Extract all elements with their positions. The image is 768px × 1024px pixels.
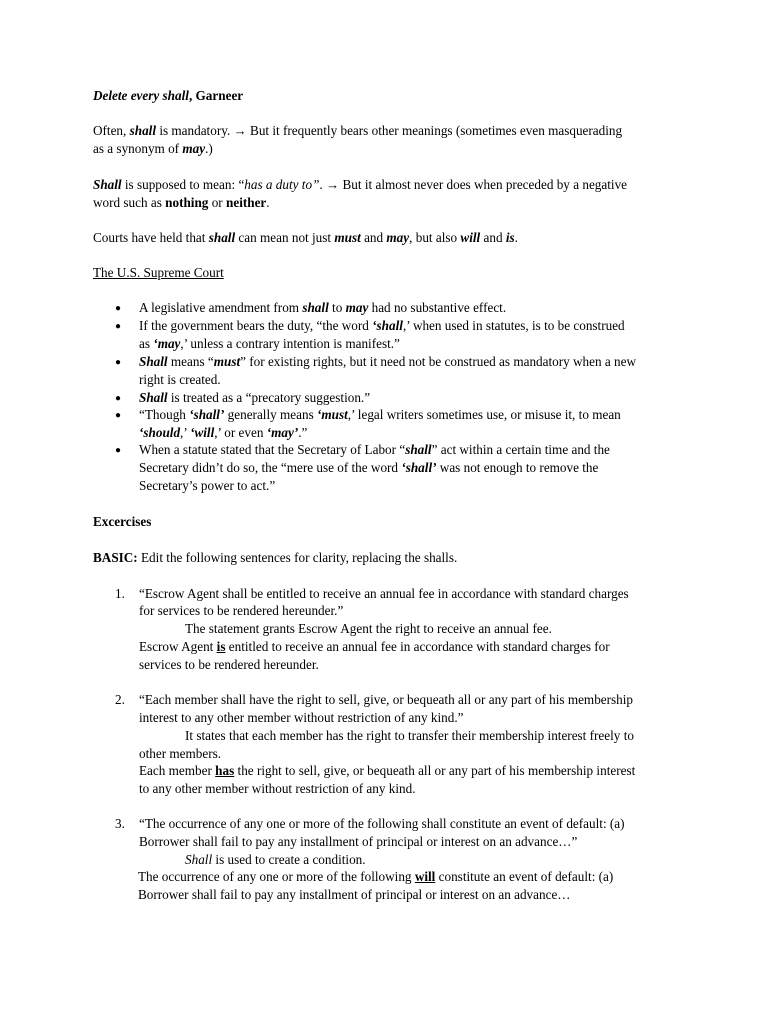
text: was not enough to remove the [436, 460, 599, 475]
text: .) [205, 141, 213, 156]
item-1-revision-line1 [139, 638, 610, 656]
text: ,’ legal writers sometimes use, or misuse it, to mean [347, 407, 621, 422]
item-1-revision-line2: services to be rendered hereunder. [139, 657, 319, 672]
text: Escrow Agent [139, 639, 217, 654]
text-bold: nothing [165, 195, 209, 210]
text-italic: Shall [185, 852, 213, 867]
text-bold-underline: has [215, 763, 235, 778]
text: ,’ unless a contrary intention is manifest.” [180, 336, 400, 351]
bullet-item-1 [139, 299, 506, 317]
bullet-item-3-line2: right is created. [139, 372, 221, 387]
bullet-item-2-line2 [139, 335, 400, 353]
item-3-quote-line2: Borrower shall fail to pay any installment of principal or interest on an advance…” [139, 834, 578, 849]
title-main: Delete every shall [93, 88, 189, 103]
text: had no substantive effect. [368, 300, 507, 315]
text: constitute an event of default: (a) [435, 869, 614, 884]
text: word such as [93, 195, 166, 210]
bullet-item-3-line1 [139, 353, 636, 371]
text: is used to create a condition. [212, 852, 366, 867]
text: Courts have held that [93, 230, 209, 245]
text: Often, [93, 123, 130, 138]
text: can mean not just [235, 230, 335, 245]
item-3-note [185, 851, 366, 869]
text-emph: shall [208, 230, 236, 245]
basic-label: BASIC: [93, 550, 138, 565]
text: the right to sell, give, or bequeath all or any part of his membership interest [234, 763, 636, 778]
item-1-quote-line2: for services to be rendered hereunder.” [139, 603, 344, 618]
item-3-revision-line1 [138, 868, 613, 886]
text: is supposed to mean: “ [121, 177, 245, 192]
intro-p1-line1 [93, 122, 622, 140]
text-emph: will [460, 230, 481, 245]
text-emph: is [505, 230, 515, 245]
text-bold: neither [226, 195, 267, 210]
text: ,’ or even [214, 425, 267, 440]
text-emph: may [345, 300, 369, 315]
text: as a synonym of [93, 141, 183, 156]
item-2-quote-line2: interest to any other member without restriction of any kind.” [139, 710, 464, 725]
bullet-glyph: ● [115, 445, 122, 456]
text: ” for existing rights, but it need not be construed as mandatory when a new [240, 354, 637, 369]
text: and [480, 230, 506, 245]
text-emph: must [213, 354, 241, 369]
item-3-quote-line1: “The occurrence of any one or more of the following shall constitute an event of default: (a) [139, 816, 625, 831]
item-1-note: The statement grants Escrow Agent the right to receive an annual fee. [185, 621, 552, 636]
text-emph: ‘shall’ [401, 460, 437, 475]
item-number: 3. [115, 816, 125, 831]
item-3-revision-line2: Borrower shall fail to pay any installment of principal or interest on an advance… [138, 887, 571, 902]
text-emph: ‘may [153, 336, 181, 351]
text-emph: must [334, 230, 361, 245]
text: .” [298, 425, 308, 440]
text: . [514, 230, 518, 245]
basic-instruction [93, 549, 457, 567]
bullet-item-2-line1 [139, 317, 625, 335]
bullet-glyph: ● [115, 303, 122, 314]
text-bold-underline: will [414, 869, 436, 884]
text: If the government bears the duty, “the word [139, 318, 373, 333]
exercises-heading: Excercises [93, 514, 152, 529]
bullet-item-6-line1 [139, 441, 610, 459]
text: Edit the following sentences for clarity, replacing the shalls. [137, 550, 458, 565]
text-emph: shall [302, 300, 329, 315]
page-title [93, 87, 243, 105]
text-emph: may [386, 230, 410, 245]
bullet-item-4 [139, 389, 370, 407]
text: or [208, 195, 226, 210]
item-2-quote-line1: “Each member shall have the right to sell, give, or bequeath all or any part of his membership [139, 692, 634, 707]
text-emph: Shall [139, 354, 168, 369]
intro-p1-line2 [93, 140, 213, 158]
intro-p3 [93, 229, 518, 247]
text: , but also [409, 230, 461, 245]
text: “Though [139, 407, 190, 422]
bullet-glyph: ● [115, 410, 122, 421]
text-emph: shall [129, 123, 157, 138]
bullet-item-5-line2 [139, 424, 307, 442]
text-emph: ‘may’ [266, 425, 299, 440]
text: A legislative amendment from [139, 300, 303, 315]
text-emph: ‘will [190, 425, 215, 440]
text-bold-underline: is [216, 639, 226, 654]
text: entitled to receive an annual fee in accordance with standard charges for [225, 639, 610, 654]
item-1-quote-line1: “Escrow Agent shall be entitled to receive an annual fee in accordance with standard charges [139, 586, 629, 601]
text-emph: Shall [93, 177, 122, 192]
text-emph: ‘should [139, 425, 181, 440]
text-italic: has a duty to” [244, 177, 320, 192]
bullet-item-5-line1 [139, 406, 621, 424]
item-number: 1. [115, 586, 125, 601]
text-emph: ‘shall [372, 318, 403, 333]
text: . [266, 195, 270, 210]
text: as [139, 336, 154, 351]
text: is treated as a “precatory suggestion.” [167, 390, 371, 405]
text: and [360, 230, 387, 245]
bullet-item-6-line2 [139, 459, 598, 477]
text: ,’ [180, 425, 191, 440]
text-emph: shall [405, 442, 432, 457]
text-emph: Shall [139, 390, 168, 405]
text: Each member [139, 763, 216, 778]
item-number: 2. [115, 692, 125, 707]
item-2-revision-line1 [139, 762, 635, 780]
text: . → But it almost never does when preceded by a negative [319, 177, 628, 192]
text: is mandatory. → But it frequently bears other meanings (sometimes even masquerading [156, 123, 623, 138]
text: to [328, 300, 346, 315]
title-suffix: , Garneer [188, 88, 244, 103]
item-2-note-line2: other members. [139, 746, 222, 761]
text: generally means [224, 407, 318, 422]
text: The occurrence of any one or more of the following [138, 869, 415, 884]
bullet-glyph: ● [115, 393, 122, 404]
text: When a statute stated that the Secretary of Labor “ [139, 442, 406, 457]
text-emph: ‘must [317, 407, 348, 422]
text: means “ [167, 354, 214, 369]
item-2-revision-line2: to any other member without restriction of any kind. [139, 781, 416, 796]
bullet-item-6-line3: Secretary’s power to act.” [139, 478, 276, 493]
text: ,’ when used in statutes, is to be construed [402, 318, 625, 333]
bullet-glyph: ● [115, 357, 122, 368]
text-emph: may [182, 141, 206, 156]
text-emph: ‘shall’ [189, 407, 225, 422]
section-heading: The U.S. Supreme Court [93, 265, 224, 280]
intro-p2-line2 [93, 194, 270, 212]
item-2-note-line1: It states that each member has the right to transfer their membership interest freely to [185, 728, 634, 743]
intro-p2-line1 [93, 176, 627, 194]
bullet-glyph: ● [115, 321, 122, 332]
text: Secretary didn’t do so, the “mere use of the word [139, 460, 402, 475]
text: ” act within a certain time and the [431, 442, 610, 457]
